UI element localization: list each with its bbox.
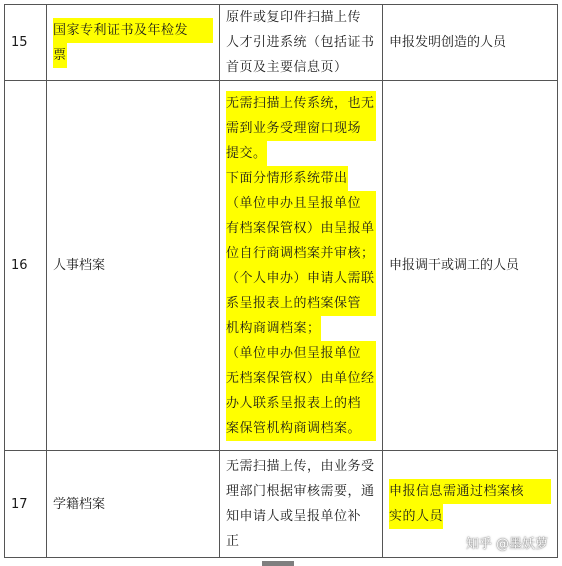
requirement-line: 提交。	[226, 141, 267, 166]
submission-requirement	[220, 81, 383, 451]
requirement-line: 原件或复印件扫描上传	[226, 10, 362, 25]
row-number: 17	[5, 451, 47, 558]
zhihu-watermark: 知乎 @墨妖萝	[465, 537, 548, 552]
requirement-line: 办人联系呈报表上的档	[226, 391, 376, 416]
requirement-line: 系呈报表上的档案保管	[226, 291, 376, 316]
requirement-line: （单位申办且呈报单位	[226, 191, 376, 216]
requirement-line: 机构商调档案；	[226, 316, 321, 341]
requirement-line: 无需扫描上传，由业务受	[226, 459, 375, 474]
row-number: 16	[5, 81, 47, 451]
applicable-applicant: 申报调干或调工的人员	[383, 81, 558, 451]
requirement-line: 无需扫描上传系统，也无	[226, 91, 376, 116]
requirement-line: 需到业务受理窗口现场	[226, 116, 376, 141]
requirement-line: 首页及主要信息页）	[226, 60, 348, 75]
material-name: 学籍档案	[47, 451, 220, 558]
materials-table	[4, 4, 558, 558]
requirement-line: 人才引进系统（包括证书	[226, 35, 375, 50]
requirement-line: 正	[226, 534, 240, 549]
requirement-line: 理部门根据审核需要，通	[226, 484, 375, 499]
requirement-line: （单位申办但呈报单位	[226, 341, 376, 366]
requirement-line: （个人申办）申请人需联	[226, 266, 376, 291]
bottom-scroll-tab[interactable]	[262, 561, 294, 566]
material-name-line: 国家专利证书及年检发	[53, 18, 213, 43]
requirement-line: 无档案保管权）由单位经	[226, 366, 376, 391]
requirement-line: 有档案保管权）由呈报单	[226, 216, 376, 241]
submission-requirement	[220, 5, 383, 81]
applicant-line: 实的人员	[389, 504, 443, 529]
material-name	[47, 5, 220, 81]
requirement-line: 下面分情形系统带出	[226, 166, 348, 191]
requirement-line: 案保管机构商调档案。	[226, 416, 376, 441]
submission-requirement	[220, 451, 383, 558]
material-name-line: 票	[53, 43, 67, 68]
applicant-line: 申报信息需通过档案核	[389, 479, 551, 504]
table-row	[5, 5, 558, 81]
row-number: 15	[5, 5, 47, 81]
material-name: 人事档案	[47, 81, 220, 451]
requirement-line: 位自行商调档案并审核；	[226, 241, 376, 266]
requirement-line: 知申请人或呈报单位补	[226, 509, 362, 524]
table-row	[5, 81, 558, 451]
applicable-applicant: 申报发明创造的人员	[383, 5, 558, 81]
